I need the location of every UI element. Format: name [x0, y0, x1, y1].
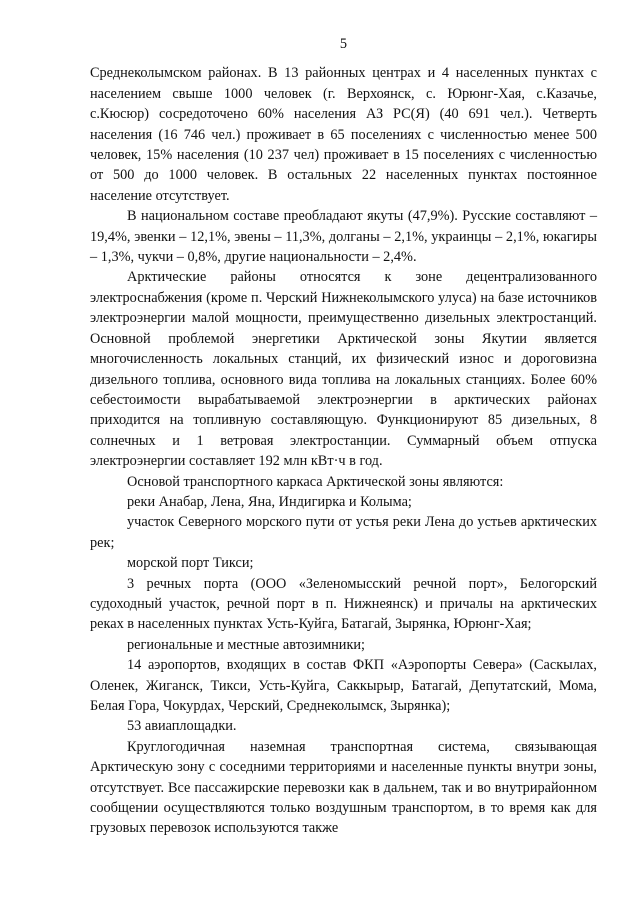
paragraph: 14 аэропортов, входящих в состав ФКП «Аэропорты Севера» (Саскылах, Оленек, Жиганск, Тикси, Усть-Куйга, Саккырыр, Батагай, Депутатский, Мома, Белая Гора, Чокурдах, Черский, Среднеколымск, Зырянка); [90, 657, 597, 714]
document-body [90, 63, 597, 838]
paragraph: участок Северного морского пути от устья реки Лена до устьев арктических рек; [90, 514, 597, 551]
paragraph: Среднеколымском районах. В 13 районных центрах и 4 населенных пунктах с населением свыше 1000 человек (г. Верхоянск, с. Юрюнг-Хая, с.Казачье, с.Кюсюр) сосредоточено 60% населения АЗ РС(Я) (40 691 чел.). Четверть населения (16 746 чел.) проживает в 65 поселениях с численностью менее 500 человек, 15% населения (10 237 чел) проживает в 15 поселениях с численностью от 500 до 1000 человек. В остальных 22 населенных пунктах постоянное население отсутствует. [90, 65, 597, 204]
paragraph: 3 речных порта (ООО «Зеленомысский речной порт», Белогорский судоходный участок, речной порт в п. Нижнеянск) и причалы на арктических реках в населенных пунктах Усть-Куйга, Батагай, Зырянка, Юрюнг-Хая; [90, 575, 597, 633]
paragraph: Основой транспортного каркаса Арктической зоны являются: [127, 473, 504, 490]
paragraph: морской порт Тикси; [127, 555, 254, 572]
page-number: 5 [339, 36, 348, 52]
document-page [90, 34, 597, 839]
paragraph: реки Анабар, Лена, Яна, Индигирка и Колыма; [127, 493, 412, 510]
paragraph: В национальном составе преобладают якуты (47,9%). Русские составляют – 19,4%, эвенки – 12,1%, эвены – 11,3%, долганы – 2,1%, украинцы – 2,1%, юкагиры – 1,3%, чукчи – 0,8%, другие национальности – 2,4%. [90, 208, 597, 266]
paragraph: региональные и местные автозимники; [127, 636, 366, 653]
paragraph: Арктические районы относятся к зоне децентрализованного электроснабжения (кроме п. Черский Нижнеколымского улуса) на базе источников электроэнергии малой мощности, преимущественно дизельных электростанций. Основной проблемой энергетики Арктической зоны Якутии является многочисленность локальных станций, их физический износ и дороговизна дизельного топлива, основного вида топлива на локальных станциях. Более 60% себестоимости вырабатываемой электроэнергии в арктических районах приходится на топливную составляющую. Функционируют 85 дизельных, 8 солнечных и 1 ветровая электростанции. Суммарный объем отпуска электроэнергии составляет 192 млн кВт·ч в год. [90, 269, 597, 470]
paragraph: 53 авиаплощадки. [127, 718, 237, 735]
paragraph: Круглогодичная наземная транспортная система, связывающая Арктическую зону с соседними территориями и населенные пункты внутри зоны, отсутствует. Все пассажирские перевозки как в дальнем, так и во внутрирайонном сообщении осуществляются только воздушным транспортом, в то время как для грузовых перевозок используются также [90, 738, 597, 837]
